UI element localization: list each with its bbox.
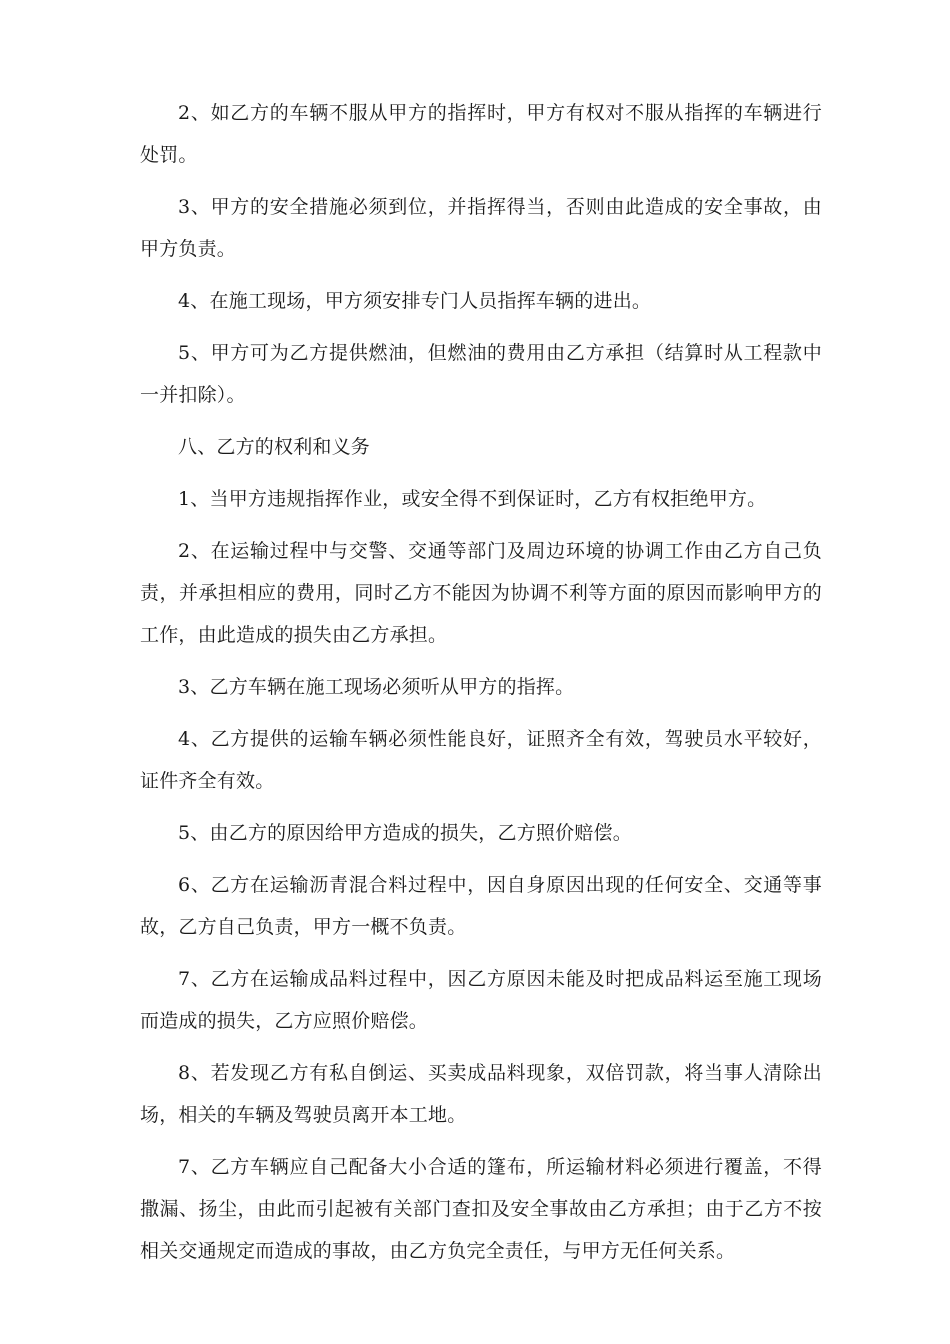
section-heading-party-b-rights: 八、乙方的权利和义务 — [178, 436, 371, 458]
clause-8-resale-penalty: 8、若发现乙方有私自倒运、买卖成品料现象，双倍罚款，将当事人清除出场，相关的车辆及驾驶员离开本工地。 — [140, 1062, 822, 1126]
clause-2-coordination: 2、在运输过程中与交警、交通等部门及周边环境的协调工作由乙方自己负责，并承担相应的费用，同时乙方不能因为协调不利等方面的原因而影响甲方的工作，由此造成的损失由乙方承担。 — [140, 540, 822, 646]
clause-4-vehicle-condition: 4、乙方提供的运输车辆必须性能良好，证照齐全有效，驾驶员水平较好，证件齐全有效。 — [140, 728, 822, 792]
clause-5-fuel: 5、甲方可为乙方提供燃油，但燃油的费用由乙方承担（结算时从工程款中一并扣除）。 — [140, 342, 822, 406]
clause-3-follow-command: 3、乙方车辆在施工现场必须听从甲方的指挥。 — [178, 676, 575, 698]
document-page — [140, 92, 822, 1282]
clause-1-refuse: 1、当甲方违规指挥作业，或安全得不到保证时，乙方有权拒绝甲方。 — [178, 488, 767, 510]
clause-7-delay-loss: 7、乙方在运输成品料过程中，因乙方原因未能及时把成品料运至施工现场而造成的损失，乙方应照价赔偿。 — [140, 968, 822, 1032]
clause-5-compensation: 5、由乙方的原因给甲方造成的损失，乙方照价赔偿。 — [178, 822, 632, 844]
clause-6-transport-liability: 6、乙方在运输沥青混合料过程中，因自身原因出现的任何安全、交通等事故，乙方自己负责，甲方一概不负责。 — [140, 874, 822, 938]
clause-7-tarpaulin: 7、乙方车辆应自己配备大小合适的篷布，所运输材料必须进行覆盖，不得撒漏、扬尘，由此而引起被有关部门查扣及安全事故由乙方承担；由于乙方不按相关交通规定而造成的事故，由乙方负完全责任，与甲方无任何关系。 — [140, 1156, 822, 1262]
clause-4-site-personnel: 4、在施工现场，甲方须安排专门人员指挥车辆的进出。 — [178, 290, 652, 312]
clause-2-obey-command: 2、如乙方的车辆不服从甲方的指挥时，甲方有权对不服从指挥的车辆进行处罚。 — [140, 102, 822, 166]
clause-3-safety-measures: 3、甲方的安全措施必须到位，并指挥得当，否则由此造成的安全事故，由甲方负责。 — [140, 196, 822, 260]
